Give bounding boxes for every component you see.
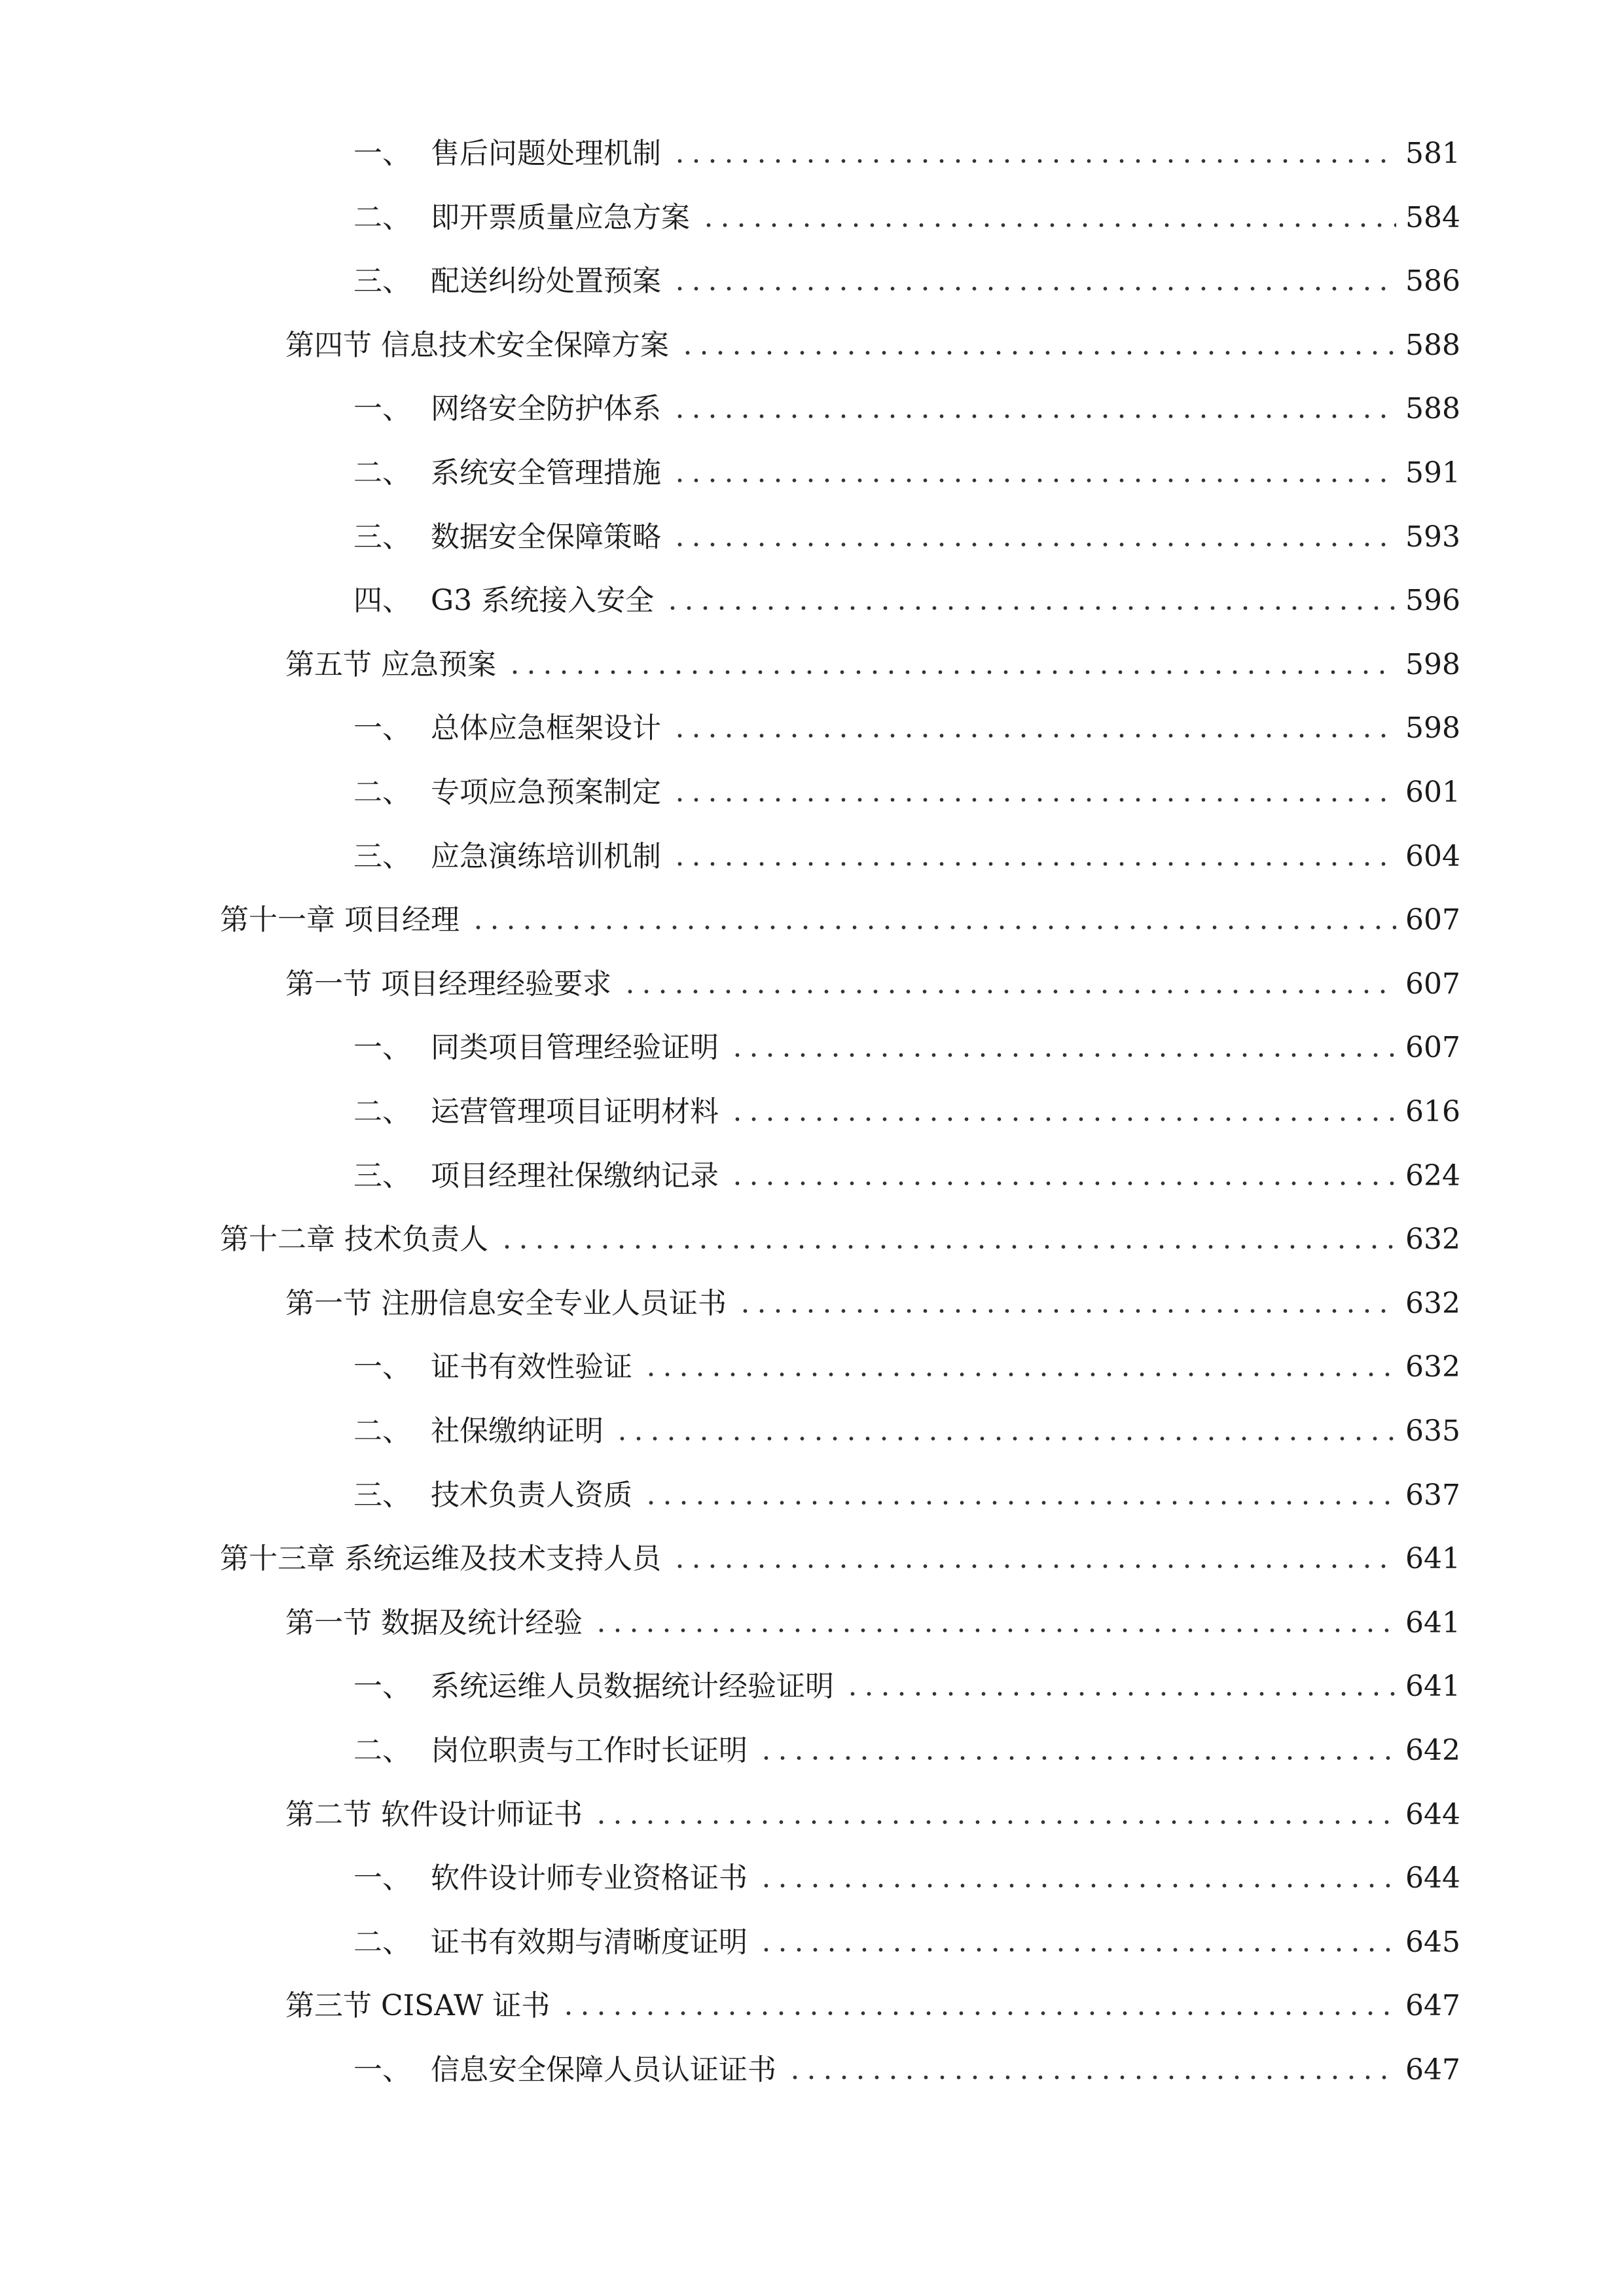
toc-entry-marker: 三、 [353, 264, 411, 298]
toc-dot-leader [672, 287, 1396, 291]
toc-entry[interactable] [353, 705, 1460, 752]
toc-dot-leader [470, 925, 1396, 929]
toc-entry[interactable] [220, 1216, 1460, 1263]
toc-entry-page-number: 607 [1405, 903, 1460, 937]
toc-dot-leader [643, 1501, 1396, 1505]
toc-entry[interactable] [353, 769, 1460, 816]
toc-entry-title: 第十一章 项目经理 [220, 903, 460, 937]
toc-entry[interactable] [353, 514, 1460, 561]
toc-dot-leader [672, 734, 1396, 738]
toc-entry-page-number: 588 [1405, 329, 1460, 362]
toc-entry-title: 岗位职责与工作时长证明 [431, 1734, 748, 1767]
toc-dot-leader [672, 159, 1396, 163]
toc-entry-page-number: 644 [1405, 1861, 1460, 1895]
toc-entry[interactable] [285, 961, 1460, 1008]
toc-entry[interactable] [285, 641, 1460, 689]
toc-entry-title: 配送纠纷处置预案 [431, 264, 661, 298]
toc-entry-marker: 二、 [353, 1734, 411, 1767]
toc-dot-leader [672, 1564, 1396, 1568]
toc-entry-title: 售后问题处理机制 [431, 137, 661, 170]
toc-entry[interactable] [353, 2047, 1460, 2094]
toc-entry-page-number: 588 [1405, 392, 1460, 425]
toc-entry[interactable] [285, 322, 1460, 369]
toc-dot-leader [729, 1181, 1396, 1185]
toc-entry-marker: 三、 [353, 1479, 411, 1512]
toc-dot-leader [787, 2075, 1396, 2079]
toc-dot-leader [614, 1437, 1396, 1441]
toc-dot-leader [507, 670, 1396, 674]
toc-entry[interactable] [353, 833, 1460, 880]
toc-entry-title: 第一节 数据及统计经验 [285, 1606, 583, 1640]
toc-entry-title: 软件设计师专业资格证书 [431, 1861, 748, 1895]
toc-dot-leader [593, 1628, 1396, 1632]
toc-dot-leader [700, 223, 1396, 227]
toc-entry-title: 项目经理社保缴纳记录 [431, 1159, 719, 1193]
toc-entry-marker: 二、 [353, 201, 411, 234]
toc-entry-page-number: 647 [1405, 1989, 1460, 2022]
toc-entry[interactable] [285, 1600, 1460, 1647]
toc-entry[interactable] [353, 450, 1460, 497]
toc-entry-title: 系统安全管理措施 [431, 456, 661, 490]
toc-entry-title: 第十二章 技术负责人 [220, 1223, 488, 1256]
toc-entry[interactable] [353, 1153, 1460, 1200]
toc-entry-title: 网络安全防护体系 [431, 392, 661, 425]
toc-entry-marker: 三、 [353, 840, 411, 873]
toc-entry-page-number: 632 [1405, 1350, 1460, 1384]
toc-entry-title: 系统运维人员数据统计经验证明 [431, 1670, 834, 1703]
toc-entry-title: 第五节 应急预案 [285, 648, 496, 681]
toc-entry-title: 信息安全保障人员认证证书 [431, 2053, 776, 2087]
toc-entry-page-number: 598 [1405, 648, 1460, 681]
toc-entry[interactable] [353, 1919, 1460, 1966]
toc-entry-marker: 一、 [353, 1350, 411, 1384]
toc-entry-page-number: 607 [1405, 967, 1460, 1001]
toc-entry-page-number: 596 [1405, 584, 1460, 617]
toc-dot-leader [758, 1884, 1396, 1888]
toc-entry-marker: 一、 [353, 1861, 411, 1895]
toc-dot-leader [672, 798, 1396, 802]
toc-entry-page-number: 581 [1405, 137, 1460, 170]
toc-entry-title: 证书有效性验证 [431, 1350, 632, 1384]
toc-entry[interactable] [285, 1982, 1460, 2030]
toc-entry[interactable] [353, 1408, 1460, 1455]
toc-entry[interactable] [353, 1663, 1460, 1710]
toc-entry-page-number: 647 [1405, 2053, 1460, 2087]
toc-dot-leader [672, 862, 1396, 866]
toc-entry[interactable] [353, 1088, 1460, 1136]
toc-entry-title: 专项应急预案制定 [431, 776, 661, 809]
toc-entry-marker: 二、 [353, 776, 411, 809]
toc-entry-title: G3 系统接入安全 [431, 584, 655, 617]
toc-entry-title: 第二节 软件设计师证书 [285, 1798, 583, 1831]
toc-dot-leader [499, 1245, 1396, 1249]
toc-entry[interactable] [353, 130, 1460, 177]
toc-entry-marker: 一、 [353, 2053, 411, 2087]
toc-entry-page-number: 604 [1405, 840, 1460, 873]
toc-dot-leader [560, 2011, 1396, 2015]
toc-entry-marker: 一、 [353, 392, 411, 425]
toc-entry-marker: 二、 [353, 456, 411, 490]
toc-entry[interactable] [353, 258, 1460, 305]
toc-entry-title: 数据安全保障策略 [431, 520, 661, 554]
toc-entry-page-number: 607 [1405, 1031, 1460, 1064]
toc-dot-leader [729, 1117, 1396, 1121]
toc-entry-marker: 一、 [353, 1670, 411, 1703]
toc-entry-page-number: 586 [1405, 264, 1460, 298]
toc-entry-page-number: 637 [1405, 1479, 1460, 1512]
toc-entry-marker: 四、 [353, 584, 411, 617]
toc-entry-page-number: 635 [1405, 1414, 1460, 1448]
toc-entry[interactable] [353, 577, 1460, 624]
toc-entry-page-number: 601 [1405, 776, 1460, 809]
toc-entry-marker: 二、 [353, 1926, 411, 1959]
toc-dot-leader [729, 1053, 1396, 1057]
toc-entry-page-number: 632 [1405, 1287, 1460, 1320]
toc-entry-page-number: 645 [1405, 1926, 1460, 1959]
toc-entry-marker: 三、 [353, 1159, 411, 1193]
toc-entry-page-number: 593 [1405, 520, 1460, 554]
toc-dot-leader [622, 990, 1396, 994]
toc-entry-page-number: 598 [1405, 711, 1460, 745]
toc-entry[interactable] [353, 1024, 1460, 1071]
toc-dot-leader [844, 1692, 1396, 1696]
toc-dot-leader [593, 1820, 1396, 1824]
toc-dot-leader [672, 414, 1396, 418]
toc-entry[interactable] [353, 1727, 1460, 1774]
toc-entry[interactable] [285, 1791, 1460, 1839]
toc-entry-title: 技术负责人资质 [431, 1479, 632, 1512]
toc-entry-page-number: 632 [1405, 1223, 1460, 1256]
toc-dot-leader [679, 351, 1396, 355]
toc-entry-title: 即开票质量应急方案 [431, 201, 690, 234]
toc-entry-title: 运营管理项目证明材料 [431, 1095, 719, 1128]
toc-entry-marker: 二、 [353, 1414, 411, 1448]
toc-entry[interactable] [353, 1472, 1460, 1519]
toc-dot-leader [758, 1948, 1396, 1952]
toc-entry-page-number: 641 [1405, 1542, 1460, 1575]
toc-entry[interactable] [353, 1344, 1460, 1391]
toc-entry-page-number: 584 [1405, 201, 1460, 234]
toc-dot-leader [758, 1756, 1396, 1760]
toc-entry-title: 第一节 项目经理经验要求 [285, 967, 611, 1001]
toc-entry-marker: 一、 [353, 137, 411, 170]
toc-entry-title: 社保缴纳证明 [431, 1414, 604, 1448]
toc-entry-title: 第十三章 系统运维及技术支持人员 [220, 1542, 661, 1575]
toc-entry-marker: 二、 [353, 1095, 411, 1128]
toc-dot-leader [672, 543, 1396, 547]
toc-entry-title: 第三节 CISAW 证书 [285, 1989, 550, 2022]
toc-entry-page-number: 644 [1405, 1798, 1460, 1831]
toc-entry[interactable] [285, 1280, 1460, 1327]
toc-entry[interactable] [353, 1855, 1460, 1902]
toc-entry-page-number: 642 [1405, 1734, 1460, 1767]
toc-entry-title: 第四节 信息技术安全保障方案 [285, 329, 669, 362]
toc-dot-leader [737, 1309, 1396, 1313]
toc-entry-page-number: 616 [1405, 1095, 1460, 1128]
toc-entry-marker: 一、 [353, 711, 411, 745]
toc-entry-title: 同类项目管理经验证明 [431, 1031, 719, 1064]
toc-entry-title: 总体应急框架设计 [431, 711, 661, 745]
toc-dot-leader [664, 606, 1396, 610]
toc-entry[interactable] [353, 194, 1460, 242]
toc-entry-title: 应急演练培训机制 [431, 840, 661, 873]
toc-dot-leader [672, 478, 1396, 482]
toc-dot-leader [643, 1372, 1396, 1376]
toc-entry-marker: 一、 [353, 1031, 411, 1064]
toc-entry-title: 第一节 注册信息安全专业人员证书 [285, 1287, 727, 1320]
toc-entry[interactable] [220, 897, 1460, 944]
toc-entry-page-number: 641 [1405, 1606, 1460, 1640]
toc-entry-marker: 三、 [353, 520, 411, 554]
toc-entry-page-number: 624 [1405, 1159, 1460, 1193]
toc-entry-page-number: 641 [1405, 1670, 1460, 1703]
toc-entry[interactable] [353, 386, 1460, 433]
toc-entry-page-number: 591 [1405, 456, 1460, 490]
toc-entry-title: 证书有效期与清晰度证明 [431, 1926, 748, 1959]
toc-entry[interactable] [220, 1535, 1460, 1583]
